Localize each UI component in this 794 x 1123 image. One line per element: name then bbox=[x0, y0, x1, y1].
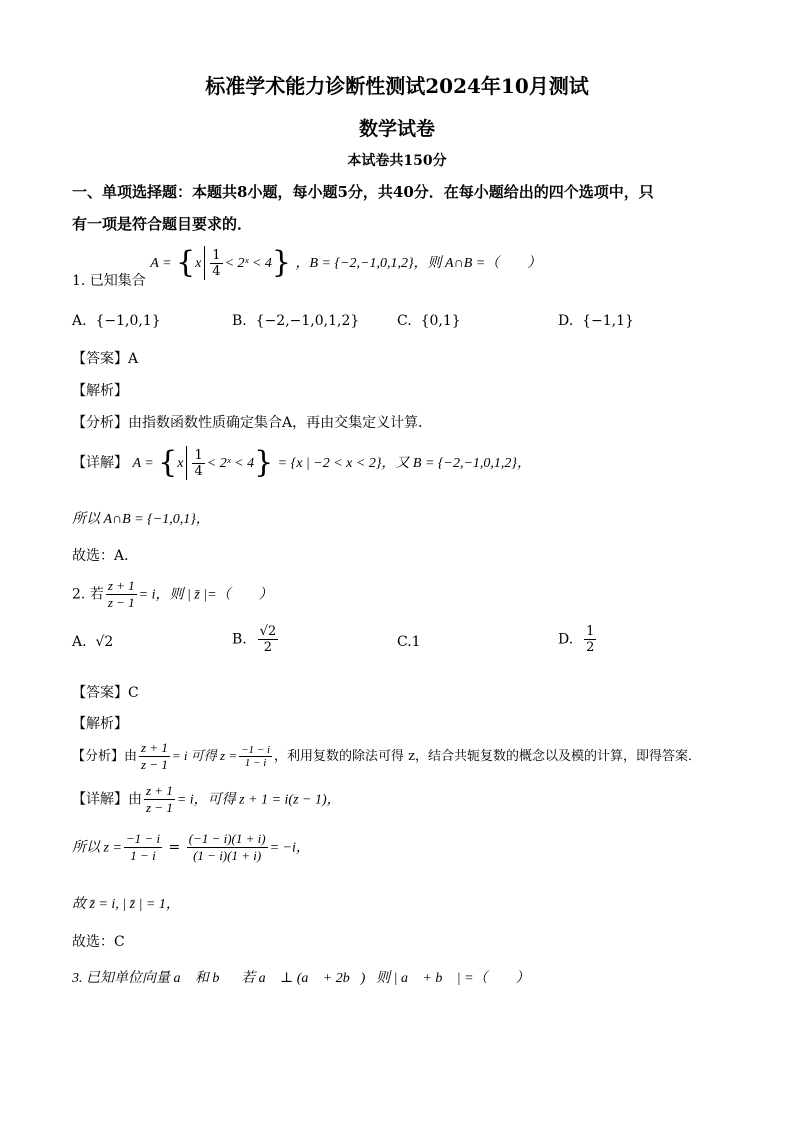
q2-fenxi-mid: = i 可得 z = bbox=[171, 748, 238, 763]
exam-title: 标准学术能力诊断性测试2024年10月测试 bbox=[205, 74, 589, 98]
q1-option-d bbox=[558, 313, 634, 329]
q1-option-c-text: {0,1} bbox=[420, 313, 461, 329]
q2-xiangjie-pre: 由 bbox=[128, 791, 142, 808]
section-heading-line1: 一、单项选择题：本题共8小题，每小题5分，共40分．在每小题给出的四个选项中，只 bbox=[72, 183, 654, 201]
q1-xj-fraction bbox=[192, 448, 204, 479]
q2-guxuan: 故选：C bbox=[72, 934, 125, 950]
q2-option-c bbox=[397, 634, 421, 650]
q1-answer-label: 【答案】 bbox=[72, 351, 128, 367]
q1-option-b-text: {−2,−1,0,1,2} bbox=[255, 313, 360, 329]
q2-suoyi-pre: 所以 z = bbox=[72, 840, 122, 856]
q1-xj-setA-ineq: < 2ˣ < 4 bbox=[206, 456, 255, 471]
q1-right-brace: } bbox=[271, 245, 292, 280]
q1-option-d-letter: D. bbox=[558, 313, 574, 329]
q1-bar bbox=[204, 246, 205, 280]
q2-xiangjie-frac bbox=[144, 783, 175, 816]
q1-answer-value: A bbox=[128, 351, 139, 367]
q1-setA-x: x bbox=[195, 256, 202, 271]
q2-xiangjie bbox=[72, 783, 341, 816]
q2-rest: = i，则 | z̄ |=（ ） bbox=[138, 587, 273, 603]
q1-setA-ineq: < 2ˣ < 4 bbox=[224, 256, 272, 271]
q2-fenxi-label: 【分析】 bbox=[72, 749, 125, 764]
q2-answer-label: 【答案】 bbox=[72, 685, 128, 701]
q1-xiangjie bbox=[72, 446, 531, 480]
q2-suoyi-post: = −i， bbox=[269, 840, 310, 856]
q1-setA-lhs: A = bbox=[150, 256, 172, 271]
q2-fenxi-z-num: −1 − i bbox=[241, 744, 270, 756]
q1-frac-num: 1 bbox=[212, 247, 221, 263]
q1-fenxi bbox=[72, 412, 432, 432]
q2-fenxi-z-den: 1 − i bbox=[244, 757, 267, 769]
q1-option-a-text: {−1,0,1} bbox=[95, 313, 161, 329]
q2-option-b bbox=[232, 624, 280, 655]
q2-xiangjie-label: 【详解】 bbox=[72, 791, 128, 808]
q1-option-c bbox=[397, 313, 461, 329]
score-note: 本试卷共150分 bbox=[347, 153, 447, 169]
q2-suoyi-den2: (1 − i)(1 + i) bbox=[193, 848, 262, 863]
q2-fenxi-frac-num: z + 1 bbox=[141, 740, 168, 755]
q2-fenxi-frac bbox=[139, 740, 170, 773]
q2-suoyi-num1: −1 − i bbox=[125, 831, 161, 846]
q2-option-b-letter: B. bbox=[232, 631, 247, 648]
q2-option-d-den: 2 bbox=[586, 640, 595, 655]
q2-option-d-num: 1 bbox=[586, 624, 595, 639]
q1-fraction bbox=[210, 248, 222, 279]
q2-xiangjie-frac-num: z + 1 bbox=[146, 783, 173, 798]
q2-fenxi-z-frac bbox=[239, 744, 272, 769]
q1-frac-den: 4 bbox=[212, 263, 221, 279]
q2-xiangjie-frac-den: z − 1 bbox=[146, 800, 173, 815]
q1-setB: ，B = {−2,−1,0,1,2}，则 A∩B =（ ） bbox=[295, 256, 542, 271]
q2-fenxi-pre: 由 bbox=[124, 749, 138, 764]
q1-option-a bbox=[72, 313, 161, 329]
q1-option-b bbox=[232, 313, 359, 329]
q2-analysis-label: 【解析】 bbox=[72, 716, 128, 732]
q2-suoyi-den1: 1 − i bbox=[130, 848, 156, 863]
q2-option-d-letter: D. bbox=[558, 631, 574, 648]
q2-stem bbox=[72, 578, 273, 611]
q1-fenxi-label: 【分析】 bbox=[72, 415, 128, 431]
q1-xj-right-brace: } bbox=[254, 445, 274, 480]
q2-option-a-text: √2 bbox=[95, 634, 114, 650]
q2-fraction bbox=[106, 578, 137, 611]
q2-option-b-fraction bbox=[258, 624, 279, 655]
q2-option-a bbox=[72, 634, 113, 650]
q3-stem: 3. 已知单位向量 a⃗ 和 b⃗，若 a⃗ ⊥ (a⃗ + 2b⃗)，则 | a⃗ + b⃗ | =（ ） bbox=[72, 971, 530, 986]
q1-xiangjie-label: 【详解】 bbox=[72, 455, 128, 471]
q1-xiangjie-text: = {x | −2 < x < 2}，又 B = {−2,−1,0,1,2}， bbox=[277, 456, 532, 471]
q1-xj-frac-den: 4 bbox=[194, 463, 203, 479]
q2-option-d-fraction bbox=[584, 624, 596, 655]
q1-analysis-label: 【解析】 bbox=[72, 383, 128, 399]
q1-suoyi: 所以 A∩B = {−1,0,1}， bbox=[72, 512, 210, 527]
q2-suoyi-frac1 bbox=[124, 831, 162, 864]
q1-xj-setA-x: x bbox=[177, 456, 184, 471]
q1-xj-bar bbox=[186, 446, 187, 480]
q1-xj-frac-num: 1 bbox=[194, 447, 203, 463]
q1-answer bbox=[72, 348, 138, 368]
q2-answer bbox=[72, 682, 139, 702]
q2-option-c-letter: C. bbox=[397, 634, 412, 650]
q1-label: 1. 已知集合 bbox=[72, 273, 146, 289]
q1-fenxi-text: 由指数函数性质确定集合A，再由交集定义计算． bbox=[128, 415, 433, 431]
q2-suoyi-frac2 bbox=[187, 831, 268, 864]
q2-fenxi-post: ，利用复数的除法可得 z，结合共轭复数的概念以及模的计算，即得答案． bbox=[274, 749, 701, 764]
q2-option-c-text: 1 bbox=[411, 634, 421, 650]
q1-option-d-text: {−1,1} bbox=[582, 313, 634, 329]
q1-stem bbox=[72, 246, 541, 290]
q2-suoyi-num2: (−1 − i)(1 + i) bbox=[188, 831, 266, 846]
q2-fenxi bbox=[72, 740, 701, 773]
q2-option-d bbox=[558, 624, 598, 655]
q2-option-a-letter: A. bbox=[72, 634, 87, 650]
q1-guxuan: 故选：A． bbox=[72, 548, 139, 564]
q2-fenxi-frac-den: z − 1 bbox=[141, 757, 168, 772]
q1-xj-left-brace: { bbox=[158, 445, 178, 480]
q1-option-c-letter: C. bbox=[397, 313, 412, 329]
q2-option-b-den: 2 bbox=[263, 640, 273, 655]
section-heading-line2: 有一项是符合题目要求的． bbox=[72, 215, 253, 233]
q2-xiangjie-post: = i，可得 z + 1 = i(z − 1)， bbox=[176, 792, 341, 808]
exam-subtitle: 数学试卷 bbox=[358, 118, 435, 140]
q1-left-brace: { bbox=[175, 245, 196, 280]
q1-xj-setA-lhs: A = bbox=[132, 456, 154, 471]
q1-option-a-letter: A. bbox=[72, 313, 87, 329]
q2-frac-den: z − 1 bbox=[107, 595, 135, 610]
q2-label: 2. 若 bbox=[72, 586, 104, 603]
q1-option-b-letter: B. bbox=[232, 313, 247, 329]
q2-gu: 故 z̄ = i, | z̄ | = 1， bbox=[72, 897, 180, 912]
q2-option-b-num: √2 bbox=[259, 624, 277, 639]
q2-answer-value: C bbox=[128, 685, 139, 701]
q2-suoyi: 所以 z = $\frac{-1 - i}{1 - i}$ = $\frac{(-1 - i)(1 + i)}{(1 - i)(1 + i)}$ = −i， bbox=[72, 831, 310, 863]
q2-frac-num: z + 1 bbox=[107, 578, 135, 593]
